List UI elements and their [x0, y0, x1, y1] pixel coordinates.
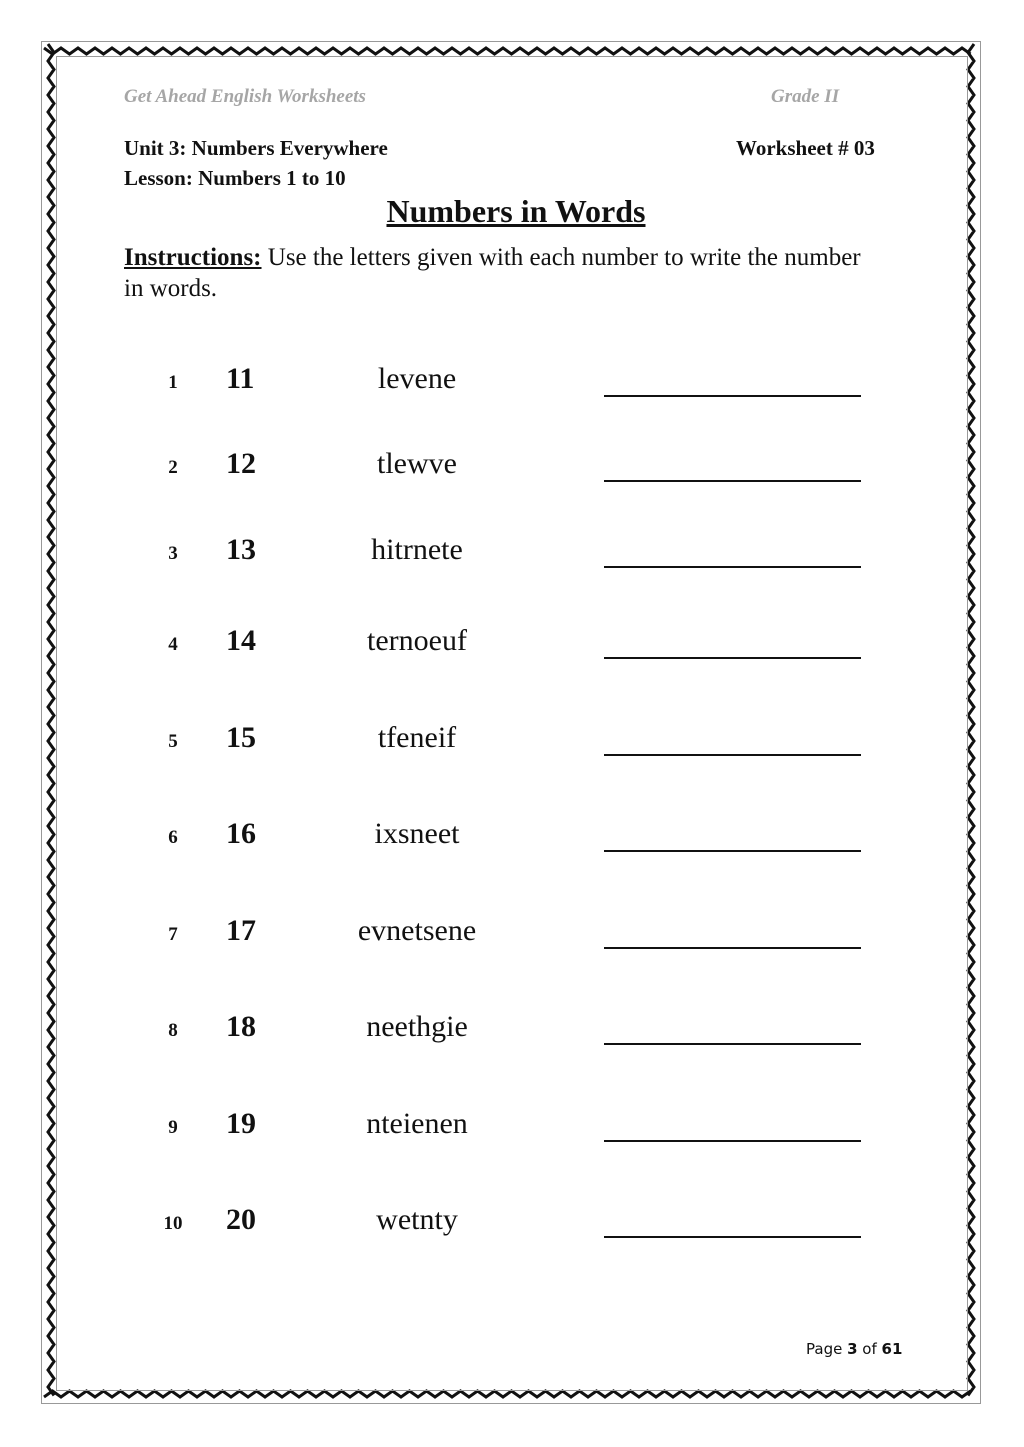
instructions-label: Instructions: [124, 244, 262, 271]
page-title: Numbers in Words [386, 193, 646, 229]
page-footer [806, 1340, 902, 1358]
footer-current-page: 3 [847, 1340, 858, 1358]
question-row [0, 362, 1024, 402]
question-row [0, 447, 1024, 487]
question-index: 10 [163, 1213, 183, 1234]
answer-blank[interactable] [604, 850, 861, 852]
question-index: 8 [168, 1020, 178, 1041]
question-index: 9 [168, 1117, 178, 1138]
footer-total-pages: 61 [881, 1340, 903, 1358]
question-number: 16 [226, 817, 256, 850]
answer-blank[interactable] [604, 1236, 861, 1238]
scrambled-word: nteienen [366, 1107, 468, 1140]
scrambled-word: ixsneet [374, 817, 460, 850]
answer-blank[interactable] [604, 657, 861, 659]
answer-blank[interactable] [604, 395, 861, 397]
lesson-title: Lesson: Numbers 1 to 10 [124, 166, 346, 190]
worksheet-number: Worksheet # 03 [736, 136, 875, 160]
footer-prefix: Page [806, 1340, 848, 1358]
question-number: 13 [226, 533, 256, 566]
scrambled-word: tlewve [377, 447, 457, 480]
question-number: 15 [226, 721, 256, 754]
answer-blank[interactable] [604, 480, 861, 482]
question-number: 12 [226, 447, 256, 480]
question-index: 1 [168, 372, 178, 393]
question-number: 14 [226, 624, 256, 657]
question-number: 18 [226, 1010, 256, 1043]
question-index: 6 [168, 827, 178, 848]
scrambled-word: hitrnete [371, 533, 463, 566]
instructions-text: Use the letters given with each number to write the number in words. [124, 244, 861, 302]
question-index: 4 [168, 634, 178, 655]
question-number: 19 [226, 1107, 256, 1140]
series-title: Get Ahead English Worksheets [124, 86, 366, 107]
question-index: 7 [168, 924, 178, 945]
question-index: 5 [168, 731, 178, 752]
instructions [124, 242, 884, 304]
scrambled-word: evnetsene [357, 914, 477, 947]
answer-blank[interactable] [604, 1140, 861, 1142]
question-row [0, 1203, 1024, 1243]
question-row [0, 721, 1024, 761]
unit-title: Unit 3: Numbers Everywhere [124, 136, 388, 160]
question-number: 11 [226, 362, 255, 395]
question-row [0, 1107, 1024, 1147]
answer-blank[interactable] [604, 947, 861, 949]
scrambled-word: wetnty [376, 1203, 458, 1236]
scrambled-word: neethgie [366, 1010, 468, 1043]
question-index: 3 [168, 543, 178, 564]
scrambled-word: ternoeuf [367, 624, 467, 657]
question-row [0, 533, 1024, 573]
question-row [0, 624, 1024, 664]
grade-label: Grade II [771, 86, 840, 107]
answer-blank[interactable] [604, 754, 861, 756]
question-number: 17 [226, 914, 256, 947]
scrambled-word: tfeneif [377, 721, 457, 754]
scrambled-word: levene [377, 362, 457, 395]
question-index: 2 [168, 457, 178, 478]
question-row [0, 914, 1024, 954]
question-number: 20 [226, 1203, 256, 1236]
answer-blank[interactable] [604, 566, 861, 568]
question-row [0, 1010, 1024, 1050]
question-row [0, 817, 1024, 857]
answer-blank[interactable] [604, 1043, 861, 1045]
footer-middle: of [857, 1340, 882, 1358]
